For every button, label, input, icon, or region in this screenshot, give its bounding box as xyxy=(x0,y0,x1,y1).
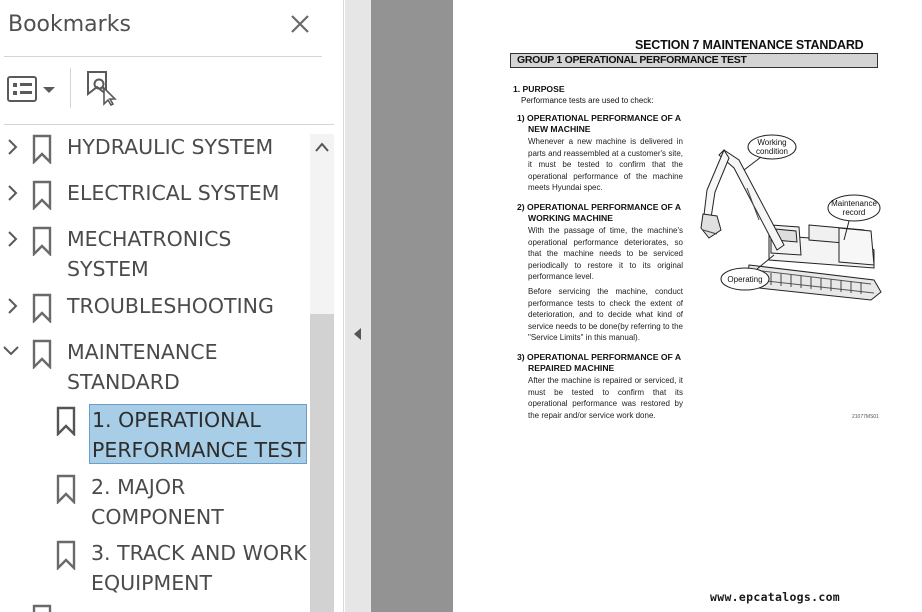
subsection-heading-2: 2) OPERATIONAL PERFORMANCE OF A WORKING MACHINE xyxy=(517,202,682,223)
cursor-icon xyxy=(104,88,115,105)
list-options-icon xyxy=(8,77,36,101)
bookmark-item-operational-performance-test[interactable] xyxy=(0,404,308,466)
bookmark-label-line1: 2. MAJOR xyxy=(91,475,186,499)
scrollbar-thumb[interactable] xyxy=(310,314,334,612)
document-background xyxy=(371,0,453,612)
bookmark-icon xyxy=(56,406,76,436)
bookmark-item-mechatronics-system[interactable] xyxy=(0,224,308,284)
figure-label-maintenance-record: Maintenance xyxy=(831,199,877,208)
chevron-right-icon[interactable] xyxy=(4,230,20,248)
figure-label-working-condition: Working xyxy=(757,138,787,147)
bookmark-item-track-and-work-equipment[interactable] xyxy=(0,538,308,598)
selected-bookmark-highlight xyxy=(89,404,307,464)
subsection-text-3: After the machine is repaired or serviced, it must be tested to confirm that its operational performance was restored by the repair and/or service work done. xyxy=(528,376,683,420)
bookmark-label: HYDRAULIC SYSTEM xyxy=(67,135,274,159)
bookmark-tree xyxy=(0,126,308,612)
bookmark-label-line1: 1. OPERATIONAL xyxy=(92,408,261,432)
bookmark-item-troubleshooting[interactable] xyxy=(0,291,308,321)
close-icon[interactable] xyxy=(288,12,312,36)
purpose-heading: 1. PURPOSE xyxy=(513,84,565,94)
bookmark-item-hydraulic-system[interactable] xyxy=(0,132,308,162)
bookmark-label: ELECTRICAL SYSTEM xyxy=(67,181,280,205)
chevron-down-icon[interactable] xyxy=(2,343,20,359)
bookmark-label-line2: COMPONENT xyxy=(91,505,224,529)
group-title-bar xyxy=(510,53,878,68)
subsection-text-1: Whenever a new machine is delivered in parts and reassembled at a customer's site, it must be tested to confirm that the operational performance of the machine meets Hyundai spec. xyxy=(528,137,683,193)
bookmark-label-line2: SYSTEM xyxy=(67,257,149,281)
header-divider xyxy=(4,56,322,57)
chevron-right-icon[interactable] xyxy=(4,297,20,315)
subsection-heading-1: 1) OPERATIONAL PERFORMANCE OF A NEW MACHINE xyxy=(517,113,682,134)
bookmark-item-maintenance-standard[interactable] xyxy=(0,337,308,397)
bookmarks-scrollbar[interactable] xyxy=(310,134,334,612)
bookmark-icon xyxy=(32,604,52,612)
subsection-heading-3: 3) OPERATIONAL PERFORMANCE OF A REPAIRED MACHINE xyxy=(517,352,682,373)
chevron-down-icon xyxy=(43,87,55,93)
chevron-right-icon[interactable] xyxy=(4,138,20,156)
bookmark-icon xyxy=(32,180,52,210)
toolbar-divider-bottom xyxy=(4,124,334,125)
bookmarks-panel xyxy=(0,0,344,612)
bookmark-icon xyxy=(56,474,76,504)
chevron-up-icon[interactable] xyxy=(314,140,330,154)
document-page xyxy=(453,0,922,612)
subsection-text-2: With the passage of time, the machine's operational performance deteriorates, so that the machine needs to be serviced periodically to restore it to its original performance level. xyxy=(528,226,683,282)
figure-code: 21077MS01 xyxy=(852,414,879,420)
collapse-panel-icon[interactable] xyxy=(351,326,363,342)
purpose-text: Performance tests are used to check: xyxy=(521,96,654,105)
chevron-right-icon[interactable] xyxy=(4,184,20,202)
bookmark-icon xyxy=(32,339,52,369)
bookmark-icon xyxy=(56,540,76,570)
figure-label-operating: Operating xyxy=(727,275,763,284)
subsection-text-2b: Before servicing the machine, conduct performance tests to check the extent of deterioration, and to decide what kind of service needs to be done(by referring to the "Service Limits" in this manual). xyxy=(528,287,683,343)
bookmark-label: TROUBLESHOOTING xyxy=(67,294,274,318)
bookmark-icon xyxy=(32,226,52,256)
group-title: GROUP 1 OPERATIONAL PERFORMANCE TEST xyxy=(517,54,747,66)
bookmark-options-button[interactable] xyxy=(6,74,58,104)
find-bookmark-icon xyxy=(88,72,115,105)
bookmark-label-line1: MAINTENANCE xyxy=(67,340,218,364)
bookmark-item-electrical-system[interactable] xyxy=(0,178,308,208)
bookmark-label-line2: STANDARD xyxy=(67,370,180,394)
bookmark-label-line1: MECHATRONICS xyxy=(67,227,232,251)
bookmark-label-line2: PERFORMANCE TEST xyxy=(92,438,306,462)
panel-splitter[interactable] xyxy=(345,0,371,612)
bookmark-icon xyxy=(32,134,52,164)
bookmark-label-line2: EQUIPMENT xyxy=(91,571,212,595)
section-title: SECTION 7 MAINTENANCE STANDARD xyxy=(635,38,864,52)
bookmark-icon xyxy=(32,293,52,323)
svg-text:condition: condition xyxy=(755,147,789,156)
svg-text:record: record xyxy=(842,208,866,217)
toolbar-divider xyxy=(70,68,71,108)
find-bookmark-button[interactable] xyxy=(84,70,120,106)
bookmark-label-line1: 3. TRACK AND WORK xyxy=(91,541,307,565)
bookmark-item-major-component[interactable] xyxy=(0,472,308,532)
watermark: www.epcatalogs.com xyxy=(710,590,841,604)
excavator-illustration xyxy=(699,130,899,305)
panel-title: Bookmarks xyxy=(8,12,131,37)
